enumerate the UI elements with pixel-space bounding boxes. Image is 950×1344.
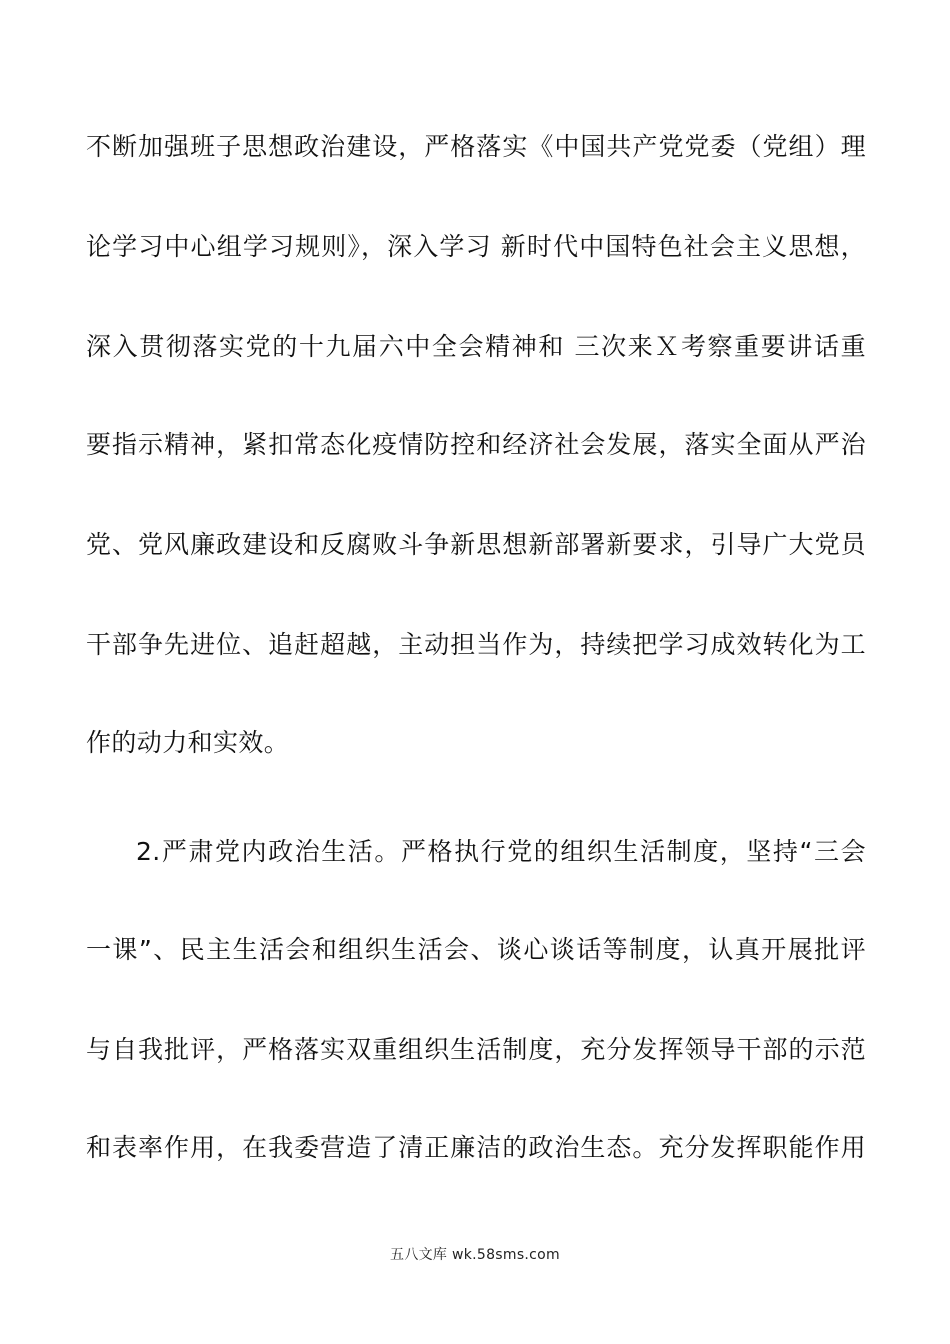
footer-watermark: 五八文库 wk.58sms.com [390,1247,560,1263]
body-text-line-6: 干部争先进位、追赶超越，主动担当作为，持续把学习成效转化为工 [86,630,866,659]
body-text-line-4: 要指示精神，紧扣常态化疫情防控和经济社会发展，落实全面从严治 [86,430,866,459]
body-text-line-9: 一课”、民主生活会和组织生活会、谈心谈话等制度，认真开展批评 [86,935,866,964]
paragraph-2-first-line: 2.严肃党内政治生活。严格执行党的组织生活制度，坚持“三会 [136,837,866,866]
body-text-line-11: 和表率作用，在我委营造了清正廉洁的政治生态。充分发挥职能作用 [86,1133,866,1162]
body-text-line-1: 不断加强班子思想政治建设，严格落实《中国共产党党委（党组）理 [86,132,866,161]
body-text-line-10: 与自我批评，严格落实双重组织生活制度，充分发挥领导干部的示范 [86,1035,866,1064]
body-text-line-7: 作的动力和实效。 [86,728,290,757]
body-text-line-2: 论学习中心组学习规则》，深入学习 新时代中国特色社会主义思想， [86,232,866,261]
body-text-line-3: 深入贯彻落实党的十九届六中全会精神和 三次来Ｘ考察重要讲话重 [86,332,866,361]
body-text-line-5: 党、党风廉政建设和反腐败斗争新思想新部署新要求，引导广大党员 [86,530,866,559]
